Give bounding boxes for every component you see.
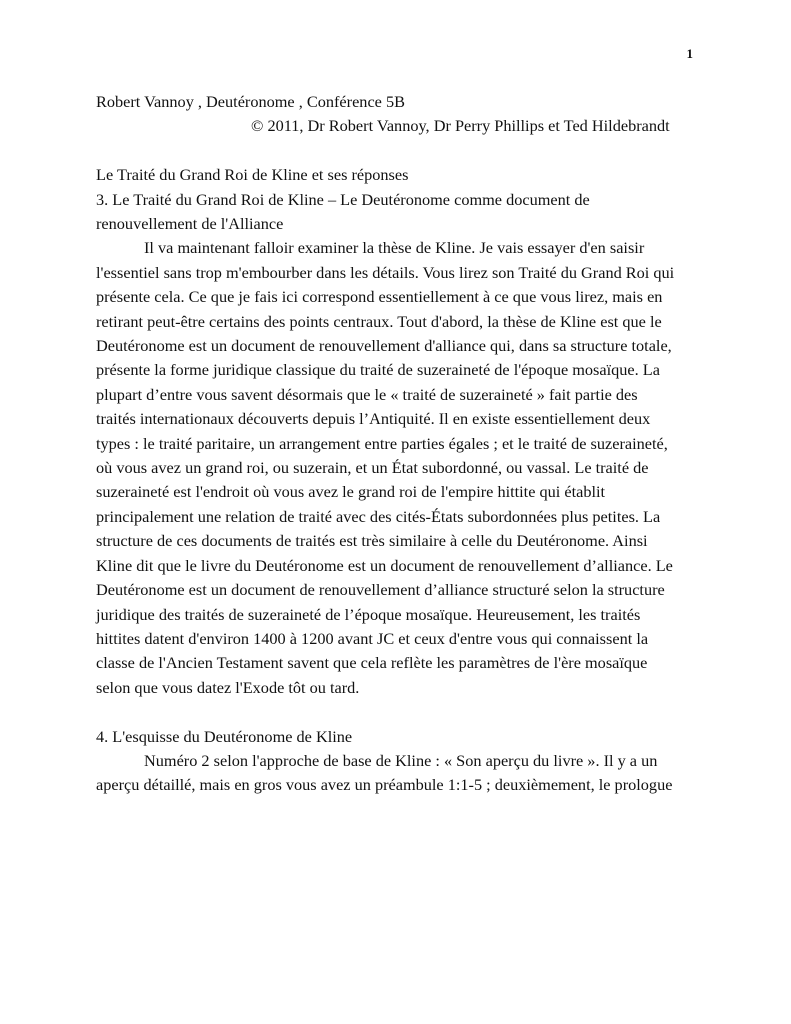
paragraph-line: Deutéronome est un document de renouvellement d'alliance qui, dans sa structure totale, xyxy=(96,336,672,356)
section-heading: 4. L'esquisse du Deutéronome de Kline xyxy=(96,726,353,746)
paragraph-line: aperçu détaillé, mais en gros vous avez un préambule 1:1-5 ; deuxièmement, le prologue xyxy=(96,775,673,795)
paragraph-line: suzeraineté est l'endroit où vous avez le grand roi de l'empire hittite qui établit xyxy=(96,482,606,502)
paragraph-line: l'essentiel sans trop m'embourber dans les détails. Vous lirez son Traité du Grand Roi qui xyxy=(96,262,675,282)
blank-line xyxy=(96,700,696,724)
paragraph-line: hittites datent d'environ 1400 à 1200 avant JC et ceux d'entre vous qui connaissent la xyxy=(96,628,649,648)
paragraph-line: Il va maintenant falloir examiner la thèse de Kline. Je vais essayer d'en saisir xyxy=(144,238,645,258)
subheading-line: 3. Le Traité du Grand Roi de Kline – Le Deutéronome comme document de xyxy=(96,189,590,209)
paragraph-line: juridique des traités de suzeraineté de l’époque mosaïque. Heureusement, les traités xyxy=(96,604,641,624)
paragraph-line: présente cela. Ce que je fais ici correspond essentiellement à ce que vous lirez, mais en xyxy=(96,287,663,307)
subheading-line: renouvellement de l'Alliance xyxy=(96,214,284,234)
paragraph-line: où vous avez un grand roi, ou suzerain, et un État subordonné, ou vassal. Le traité de xyxy=(96,458,649,478)
paragraph-line: classe de l'Ancien Testament savent que cela reflète les paramètres de l'ère mosaïque xyxy=(96,653,648,673)
paragraph-line: principalement une relation de traité avec des cités-États subordonnées plus petites. La xyxy=(96,506,661,526)
blank-line xyxy=(96,139,696,163)
paragraph-line: selon que vous datez l'Exode tôt ou tard. xyxy=(96,677,360,697)
section-heading: Le Traité du Grand Roi de Kline et ses réponses xyxy=(96,165,409,185)
paragraph-line: traités internationaux découverts depuis l’Antiquité. Il en existe essentiellement deux xyxy=(96,409,651,429)
paragraph-line: retirant peut-être certains des points centraux. Tout d'abord, la thèse de Kline est que le xyxy=(96,311,662,331)
document-body xyxy=(96,90,696,798)
paragraph-line: Numéro 2 selon l'approche de base de Kline : « Son aperçu du livre ». Il y a un xyxy=(144,750,658,770)
paragraph xyxy=(96,236,696,700)
page-number: 1 xyxy=(686,46,693,61)
document-title: Robert Vannoy , Deutéronome , Conférence 5B xyxy=(96,92,405,111)
paragraph-line: présente la forme juridique classique du traité de suzeraineté de l'époque mosaïque. La xyxy=(96,360,660,380)
paragraph-line: structure de ces documents de traités est très similaire à celle du Deutéronome. Ainsi xyxy=(96,531,648,551)
copyright-notice: © 2011, Dr Robert Vannoy, Dr Perry Phillips et Ted Hildebrandt xyxy=(251,116,670,136)
paragraph-line: Kline dit que le livre du Deutéronome est un document de renouvellement d’alliance. Le xyxy=(96,555,673,575)
paragraph-line: plupart d’entre vous savent désormais que le « traité de suzeraineté » fait partie des xyxy=(96,384,638,404)
paragraph-line: types : le traité paritaire, un arrangement entre parties égales ; et le traité de suzeraineté, xyxy=(96,433,668,453)
paragraph xyxy=(96,749,696,798)
paragraph-line: Deutéronome est un document de renouvellement d’alliance structuré selon la structure xyxy=(96,580,665,600)
